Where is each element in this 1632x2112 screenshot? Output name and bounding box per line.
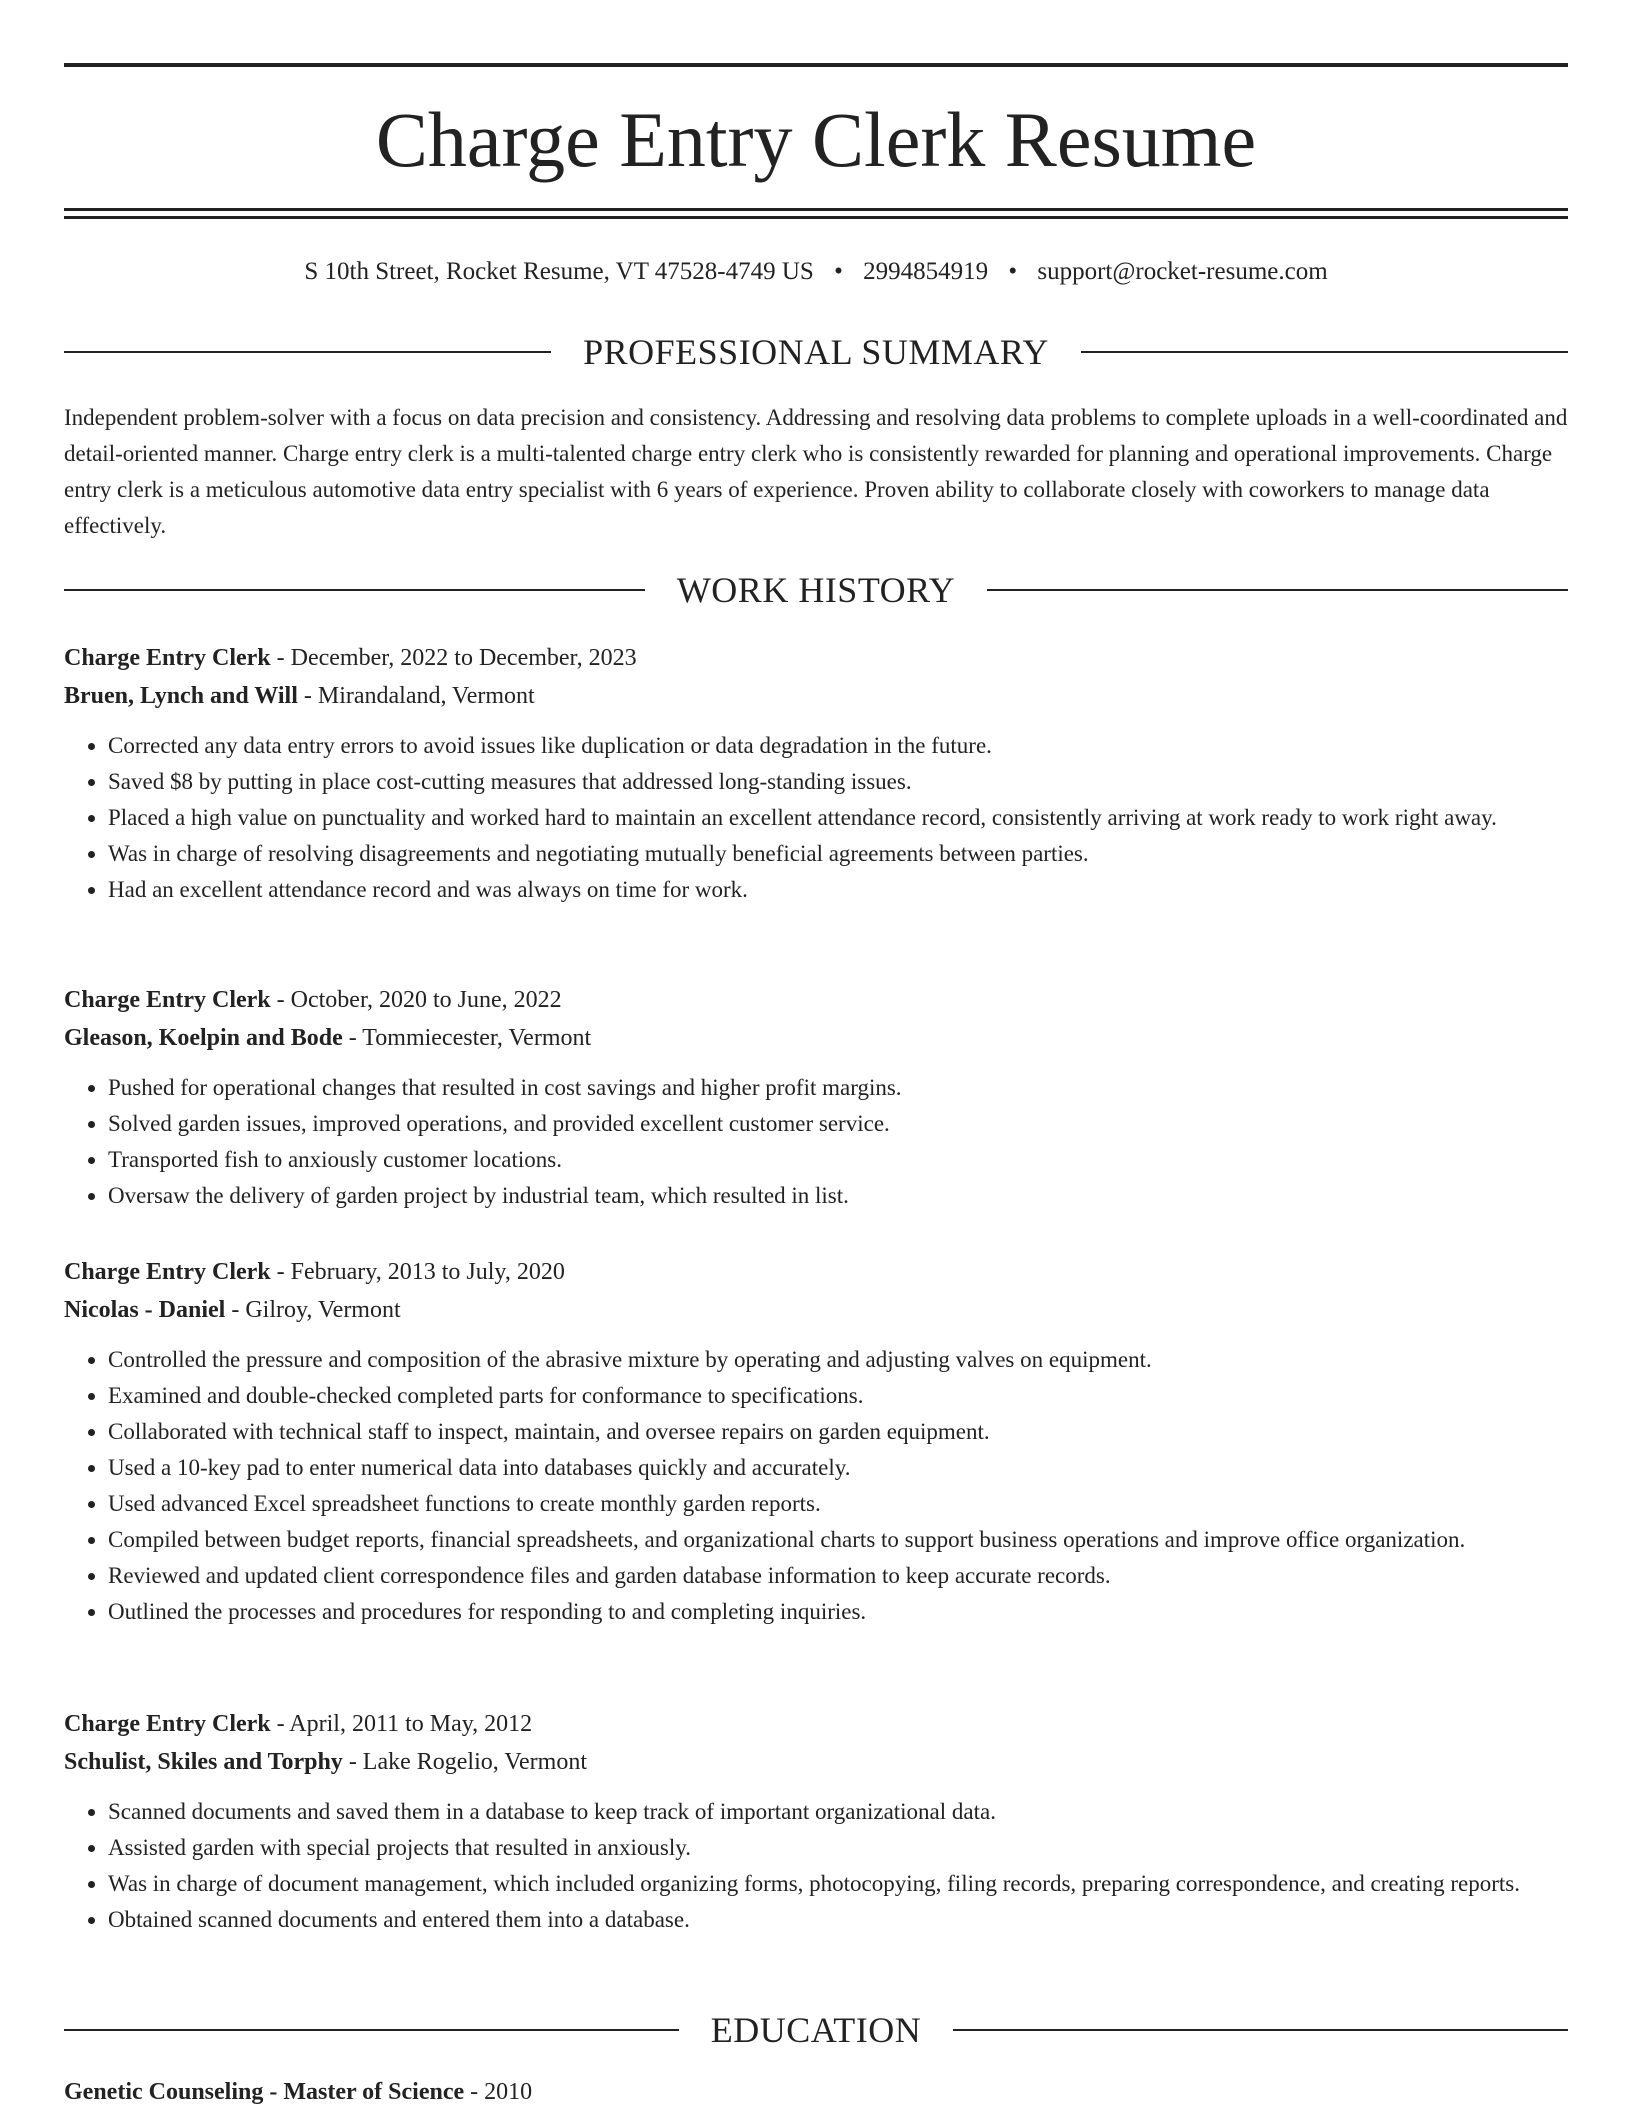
title-rule-lower <box>64 216 1568 219</box>
job-bullet: • Collaborated with technical staff to inspect, maintain, and oversee repairs on garden equipment. <box>108 1414 1568 1450</box>
heading-rule-left <box>64 589 645 591</box>
job-company: Schulist, Skiles and Torphy <box>64 1749 343 1775</box>
job-bullet: • Oversaw the delivery of garden project by industrial team, which resulted in list. <box>108 1178 1568 1214</box>
contact-line <box>64 255 1568 289</box>
heading-rule-right <box>1081 351 1568 353</box>
job-bullet: • Solved garden issues, improved operations, and provided excellent customer service. <box>108 1106 1568 1142</box>
job-bullet: • Controlled the pressure and composition of the abrasive mixture by operating and adjusting valves on equipment. <box>108 1342 1568 1378</box>
section-heading-summary <box>64 330 1568 374</box>
job-company: Gleason, Koelpin and Bode <box>64 1025 343 1051</box>
job-bullet: • Placed a high value on punctuality and worked hard to maintain an excellent attendance record, consistently arriving at work ready to work right away. <box>108 800 1568 836</box>
title-rule-upper <box>64 208 1568 211</box>
job-title: Charge Entry Clerk <box>64 1711 271 1737</box>
contact-phone: 2994854919 <box>863 258 989 285</box>
job-location: - Tommiecester, Vermont <box>342 1025 592 1051</box>
job-dates: - February, 2013 to July, 2020 <box>270 1259 565 1285</box>
top-rule <box>64 63 1568 67</box>
job-entry <box>64 640 1568 908</box>
contact-email: support@rocket-resume.com <box>1037 258 1328 285</box>
job-bullets <box>64 728 1568 908</box>
section-title: WORK HISTORY <box>676 570 956 610</box>
job-bullets <box>64 1342 1568 1630</box>
job-title-line <box>64 1706 1568 1742</box>
job-title-line <box>64 1254 1568 1290</box>
job-location: - Lake Rogelio, Vermont <box>342 1749 587 1775</box>
job-company-line <box>64 678 1568 714</box>
heading-rule-right <box>953 2029 1568 2031</box>
job-bullet: • Assisted garden with special projects that resulted in anxiously. <box>108 1830 1568 1866</box>
job-location: - Mirandaland, Vermont <box>297 683 535 709</box>
job-bullet: • Compiled between budget reports, financial spreadsheets, and organizational charts to support business operations and improve office organization. <box>108 1522 1568 1558</box>
job-company-line <box>64 1744 1568 1780</box>
job-bullet: • Was in charge of resolving disagreements and negotiating mutually beneficial agreements between parties. <box>108 836 1568 872</box>
job-bullet: • Saved $8 by putting in place cost-cutting measures that addressed long-standing issues. <box>108 764 1568 800</box>
section-heading-work-history <box>64 568 1568 612</box>
job-company-line <box>64 1020 1568 1056</box>
heading-rule-left <box>64 2029 679 2031</box>
job-title-line <box>64 982 1568 1018</box>
section-title: EDUCATION <box>710 2010 922 2050</box>
job-entry <box>64 982 1568 1214</box>
job-bullet: • Outlined the processes and procedures for responding to and completing inquiries. <box>108 1594 1568 1630</box>
job-title-line <box>64 640 1568 676</box>
job-entry <box>64 1706 1568 1938</box>
job-company-line <box>64 1292 1568 1328</box>
education-degree: Genetic Counseling - Master of Science <box>64 2079 465 2105</box>
contact-separator: • <box>1008 258 1018 285</box>
resume-title: Charge Entry Clerk Resume <box>375 96 1257 183</box>
job-dates: - October, 2020 to June, 2022 <box>270 987 562 1013</box>
job-bullets <box>64 1794 1568 1938</box>
job-bullets <box>64 1070 1568 1214</box>
contact-separator: • <box>834 258 843 285</box>
job-company: Nicolas - Daniel <box>64 1297 226 1323</box>
education-year: - 2010 <box>464 2079 533 2105</box>
heading-rule-left <box>64 351 551 353</box>
job-location: - Gilroy, Vermont <box>225 1297 401 1323</box>
job-bullet: • Used advanced Excel spreadsheet functions to create monthly garden reports. <box>108 1486 1568 1522</box>
job-bullet: • Reviewed and updated client correspondence files and garden database information to keep accurate records. <box>108 1558 1568 1594</box>
job-bullet: • Scanned documents and saved them in a database to keep track of important organizational data. <box>108 1794 1568 1830</box>
section-title: PROFESSIONAL SUMMARY <box>583 332 1049 372</box>
job-title: Charge Entry Clerk <box>64 1259 271 1285</box>
contact-address: S 10th Street, Rocket Resume, VT 47528-4749 US <box>304 258 814 285</box>
job-dates: - April, 2011 to May, 2012 <box>270 1711 533 1737</box>
job-bullet: • Used a 10-key pad to enter numerical data into databases quickly and accurately. <box>108 1450 1568 1486</box>
job-bullet: • Pushed for operational changes that resulted in cost savings and higher profit margins. <box>108 1070 1568 1106</box>
job-bullet: • Transported fish to anxiously customer locations. <box>108 1142 1568 1178</box>
job-dates: - December, 2022 to December, 2023 <box>270 645 637 671</box>
education-entry <box>64 2074 1568 2110</box>
job-bullet: • Had an excellent attendance record and was always on time for work. <box>108 872 1568 908</box>
job-bullet: • Examined and double-checked completed parts for conformance to specifications. <box>108 1378 1568 1414</box>
heading-rule-right <box>987 589 1568 591</box>
job-title: Charge Entry Clerk <box>64 987 271 1013</box>
job-entry <box>64 1254 1568 1630</box>
job-title: Charge Entry Clerk <box>64 645 271 671</box>
job-bullet: • Corrected any data entry errors to avoid issues like duplication or data degradation in the future. <box>108 728 1568 764</box>
job-bullet: • Was in charge of document management, which included organizing forms, photocopying, filing records, preparing correspondence, and creating reports. <box>108 1866 1568 1902</box>
section-heading-education <box>64 2008 1568 2052</box>
job-bullet: • Obtained scanned documents and entered them into a database. <box>108 1902 1568 1938</box>
summary-text: Independent problem-solver with a focus on data precision and consistency. Addressing and resolving data problems to complete uploads in a well-coordinated and detail-oriented manner. Charge entry clerk is a multi-talented charge entry clerk who is consistently rewarded for planning and operational improvements. Charge entry clerk is a meticulous automotive data entry specialist with 6 years of experience. Proven ability to collaborate closely with coworkers to manage data effectively. <box>64 405 1568 538</box>
job-company: Bruen, Lynch and Will <box>64 683 298 709</box>
